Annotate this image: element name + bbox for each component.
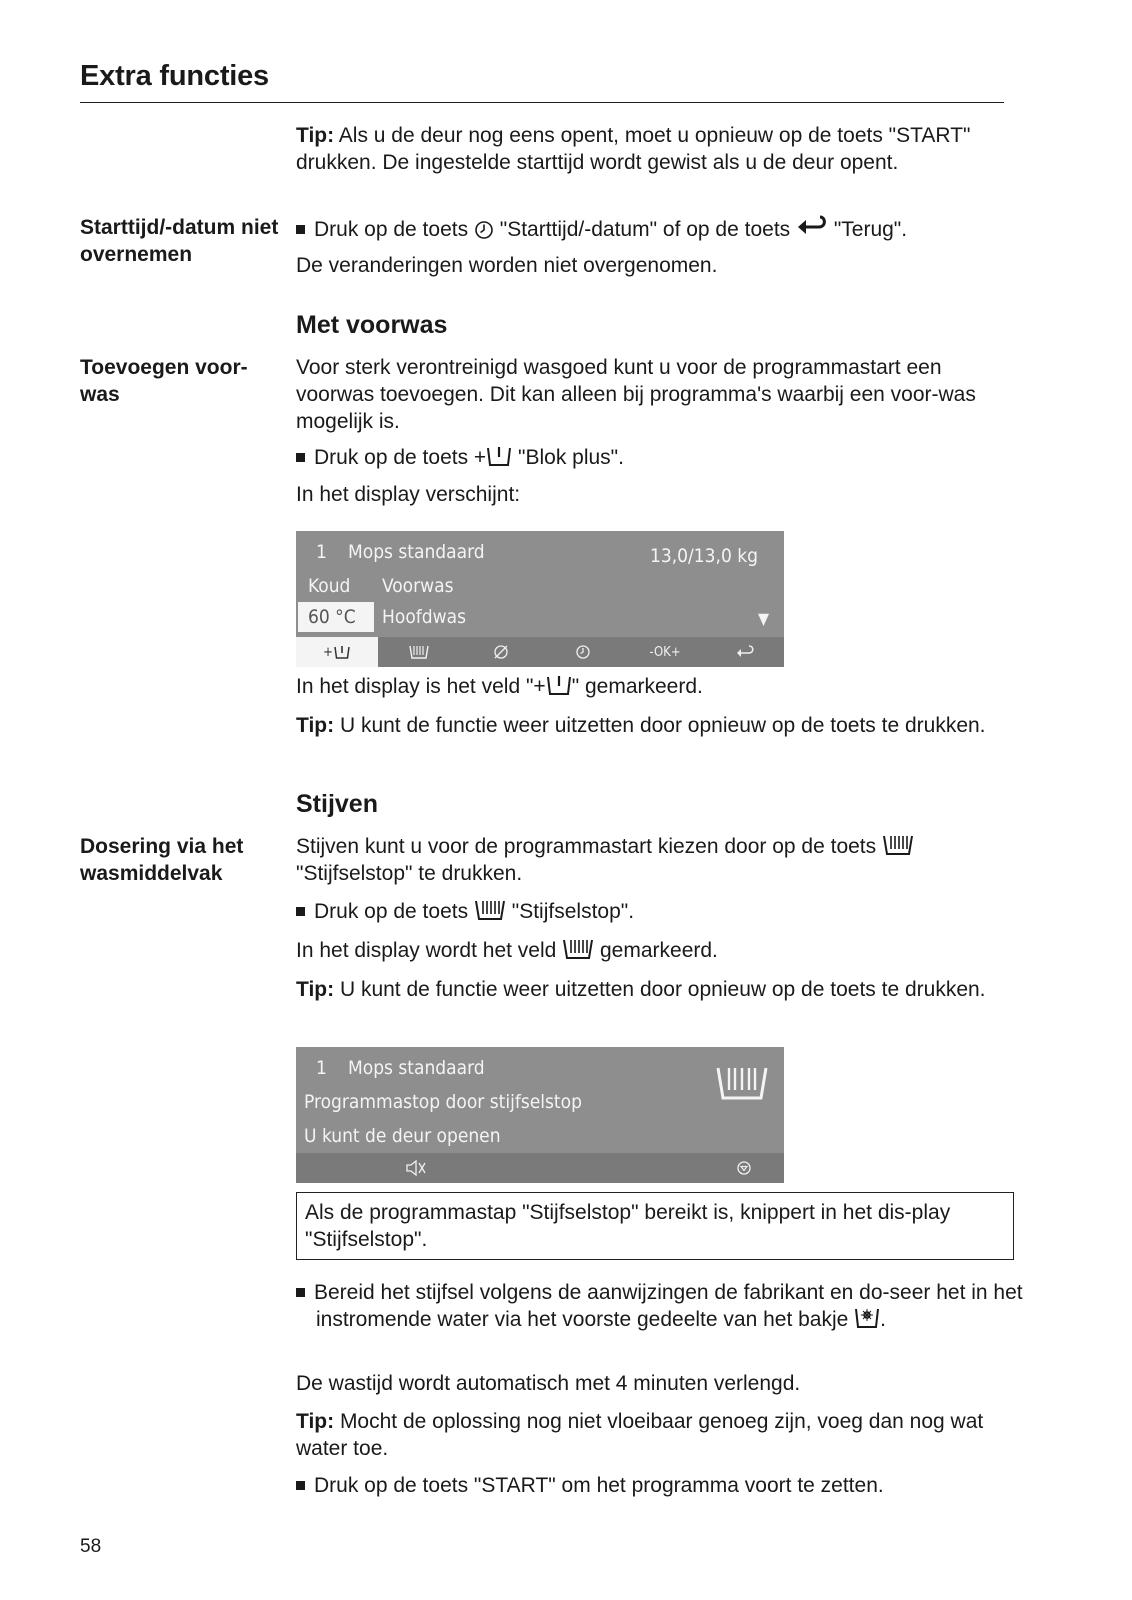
tip-paragraph: Tip: Als u de deur nog eens opent, moet u opnieuw op de toets "START" drukken. De ingestelde starttijd wordt gewist als u de deur opent. xyxy=(296,124,971,174)
display-load: 13,0/13,0 kg xyxy=(650,545,759,567)
step-stijfsel-bereiden: Bereid het stijfsel volgens de aanwijzingen de fabrikant en do-seer het in het instromende water via het voorste gedeelte van het bakje . xyxy=(296,1279,1032,1333)
paragraph-not-saved: De veranderingen worden niet overgenomen. xyxy=(296,254,718,277)
paragraph-field-marked: In het display wordt het veld gemarkeerd. xyxy=(296,939,718,962)
paragraph-stijven-intro: Stijven kunt u voor de programmastart kiezen door op de toets "Stijfselstop" te drukken. xyxy=(296,833,986,887)
paragraph-wastijd: De wastijd wordt automatisch met 4 minuten verlengd. xyxy=(296,1372,801,1395)
starch-stop-icon xyxy=(562,937,594,961)
bullet-icon xyxy=(296,1481,305,1490)
starch-stop-icon xyxy=(716,1065,768,1106)
paragraph-voorwas-intro: Voor sterk verontreinigd wasgoed kunt u voor de programmastart een voorwas toevoegen. Dit kan alleen bij programma's waarbij een voor-was mogelijk is. xyxy=(296,356,976,433)
step-starttijd: Druk op de toets "Starttijd/-datum" of op de toets "Terug". xyxy=(296,214,1032,243)
clock-icon xyxy=(474,220,494,240)
softkey-blok-plus: + xyxy=(296,637,378,667)
starch-stop-icon xyxy=(882,833,914,857)
step-start: Druk op de toets "START" om het programma voort te zetten. xyxy=(296,1472,1032,1499)
display-program-name: Mops standaard xyxy=(348,1057,485,1079)
tub-icon xyxy=(546,673,572,697)
clock-icon xyxy=(542,637,624,667)
mute-icon xyxy=(396,1153,436,1183)
display-program-number: 1 xyxy=(316,541,327,563)
bullet-icon xyxy=(296,907,305,916)
display-program-number: 1 xyxy=(316,1057,327,1079)
sidebar-dosering: Dosering via het wasmiddelvak xyxy=(80,835,244,885)
step-stijfselstop: Druk op de toets "Stijfselstop". xyxy=(296,898,1032,925)
heading-met-voorwas: Met voorwas xyxy=(296,311,448,339)
bullet-icon xyxy=(296,453,305,462)
back-arrow-icon xyxy=(796,214,828,240)
starch-stop-icon xyxy=(378,637,460,667)
tub-icon xyxy=(486,444,512,468)
starch-stop-icon xyxy=(474,898,506,922)
softkey-ok: -OK+ xyxy=(649,644,681,660)
display-temp-koud: Koud xyxy=(308,575,351,597)
display-stijfselstop xyxy=(296,1047,784,1183)
paragraph-display-intro: In het display verschijnt: xyxy=(296,483,521,506)
sidebar-toevoegen: Toevoegen voor-was xyxy=(80,356,248,406)
note-box: Als de programmastap "Stijfselstop" bereikt is, knippert in het dis-play "Stijfselstop". xyxy=(296,1192,1014,1260)
display-temp-selected: 60 °C xyxy=(298,602,374,632)
title-rule xyxy=(80,102,1004,103)
rinse-hold-icon xyxy=(460,637,542,667)
display-voorwas xyxy=(296,531,784,667)
chevron-down-icon xyxy=(724,1153,764,1183)
display-scroll-down-icon: ▼ xyxy=(758,609,770,628)
display-phase-voorwas: Voorwas xyxy=(382,575,454,597)
tip-paragraph: Tip: U kunt de functie weer uitzetten door opnieuw op de toets te drukken. xyxy=(296,714,986,737)
display-program-name: Mops standaard xyxy=(348,541,485,563)
step-blok-plus: Druk op de toets + "Blok plus". xyxy=(296,444,1032,471)
display-line-deur: U kunt de deur openen xyxy=(304,1125,501,1147)
heading-stijven: Stijven xyxy=(296,790,378,818)
display-softkey-bar xyxy=(296,1153,784,1183)
detergent-compartment-icon xyxy=(854,1306,880,1330)
display-softkey-bar xyxy=(296,637,784,667)
display-phase-hoofdwas: Hoofdwas xyxy=(382,606,466,628)
bullet-icon xyxy=(296,1288,305,1297)
tip-paragraph: Tip: Mocht de oplossing nog niet vloeibaar genoeg zijn, voeg dan nog wat water toe. xyxy=(296,1410,984,1460)
page-number: 58 xyxy=(80,1536,102,1557)
sidebar-starttijd: Starttijd/-datum niet overnemen xyxy=(80,216,279,266)
back-arrow-icon xyxy=(706,637,784,667)
bullet-icon xyxy=(296,225,305,234)
tip-paragraph: Tip: U kunt de functie weer uitzetten door opnieuw op de toets te drukken. xyxy=(296,978,986,1001)
display-line-programmastop: Programmastop door stijfselstop xyxy=(304,1091,582,1113)
paragraph-field-marked: In het display is het veld "+ " gemarkeerd. xyxy=(296,675,703,698)
page-title: Extra functies xyxy=(80,60,269,92)
